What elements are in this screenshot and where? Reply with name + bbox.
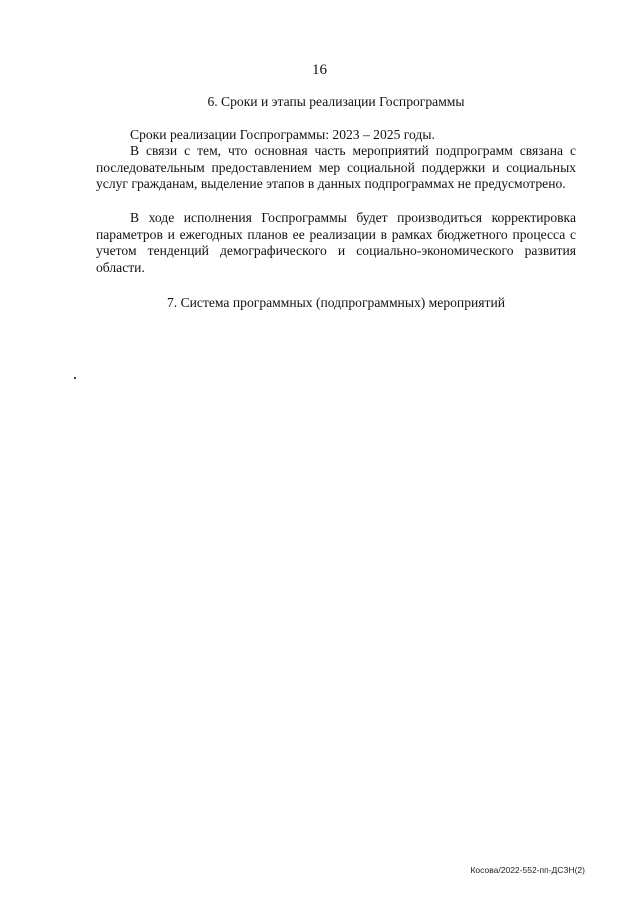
section-6-heading: 6. Сроки и этапы реализации Госпрограммы xyxy=(207,94,465,109)
scan-artifact-dot xyxy=(74,377,76,379)
page-number: 16 xyxy=(312,62,327,78)
document-footer-code: Косова/2022-552-пп-ДСЗН(2) xyxy=(470,865,585,875)
section-7-heading: 7. Система программных (подпрограммных) мероприятий xyxy=(166,295,506,310)
paragraph-stages-not-provided: В связи с тем, что основная часть мероприятий подпрограмм связана с последовательным предоставлением мер социальной поддержки и социальных услуг гражданам, выделение этапов в данных подпрограммах не предусмотрено. xyxy=(96,143,576,192)
paragraph-implementation-period: Сроки реализации Госпрограммы: 2023 – 2025 годы. xyxy=(130,127,435,142)
paragraph-program-adjustment: В ходе исполнения Госпрограммы будет производиться корректировка параметров и ежегодных планов ее реализации в рамках бюджетного процесса с учетом тенденций демографического и социально-экономического развития области. xyxy=(96,210,576,275)
